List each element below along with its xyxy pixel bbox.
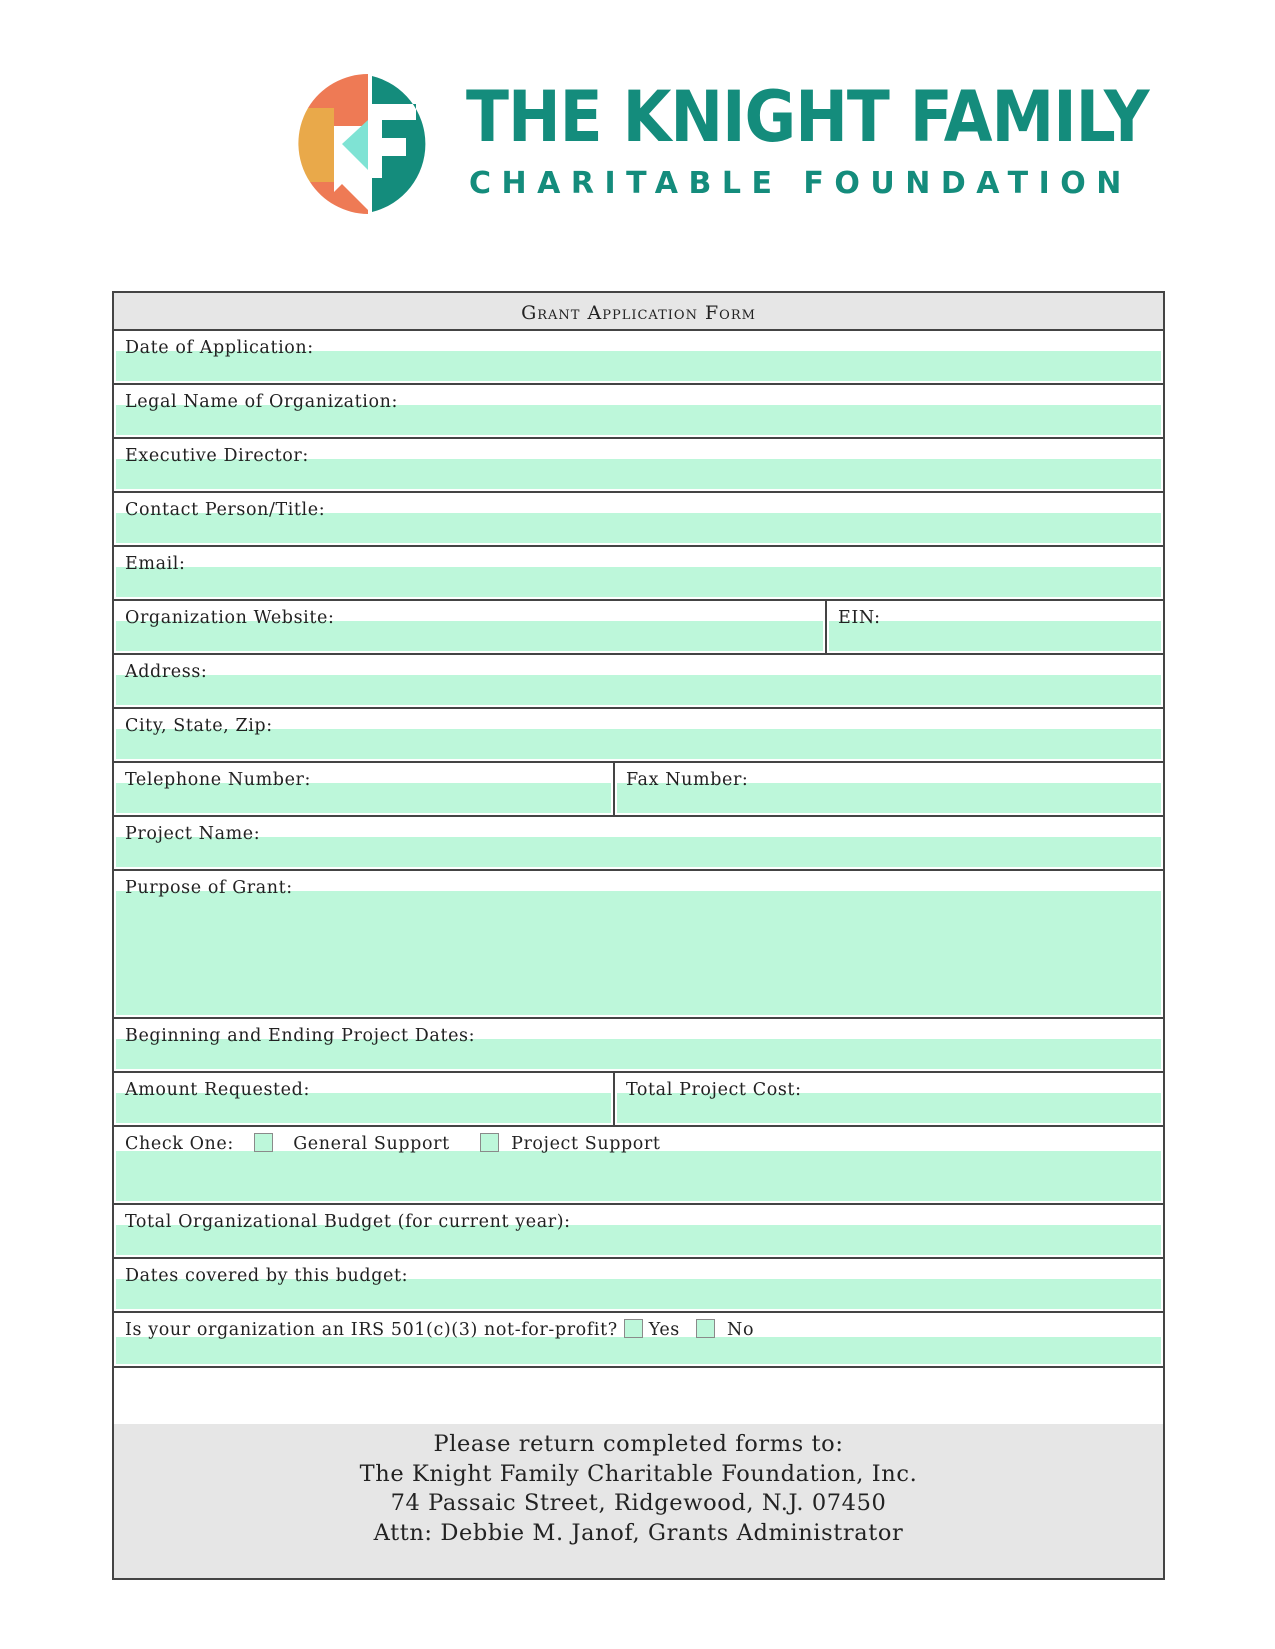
budget-dates-label: Dates covered by this budget: xyxy=(125,1266,409,1286)
fax-label: Fax Number: xyxy=(626,770,749,790)
general-support-label: General Support xyxy=(293,1134,450,1154)
check-one-group xyxy=(125,1133,661,1155)
project-support-checkbox[interactable] xyxy=(480,1133,499,1152)
check-one-label: Check One: xyxy=(125,1134,234,1154)
row-purpose xyxy=(114,871,1163,1019)
irs-status-group xyxy=(125,1319,754,1341)
irs-status-field[interactable] xyxy=(116,1337,1161,1364)
no-checkbox[interactable] xyxy=(696,1319,715,1338)
row-executive-director xyxy=(114,439,1163,493)
city-state-zip-label: City, State, Zip: xyxy=(125,716,273,736)
row-project-name xyxy=(114,817,1163,871)
date-of-application-label: Date of Application: xyxy=(125,338,314,358)
fax-cell xyxy=(613,763,1163,815)
email-field[interactable] xyxy=(116,567,1161,597)
return-address: 74 Passaic Street, Ridgewood, N.J. 07450 xyxy=(390,1490,887,1516)
yes-checkbox[interactable] xyxy=(624,1319,643,1338)
row-check-one xyxy=(114,1127,1163,1205)
brand-subtitle: CHARITABLE FOUNDATION xyxy=(469,166,1132,201)
row-address xyxy=(114,655,1163,709)
telephone-cell xyxy=(114,763,613,815)
kf-logo-icon xyxy=(298,74,438,214)
foundation-logo xyxy=(298,74,1149,214)
row-date-of-application xyxy=(114,331,1163,385)
row-contact-person xyxy=(114,493,1163,547)
irs-question-label: Is your organization an IRS 501(c)(3) not-for-profit? xyxy=(125,1320,618,1340)
total-project-cost-label: Total Project Cost: xyxy=(626,1080,802,1100)
no-label: No xyxy=(727,1320,755,1340)
project-dates-label: Beginning and Ending Project Dates: xyxy=(125,1026,476,1046)
return-organization: The Knight Family Charitable Foundation, Inc. xyxy=(359,1460,918,1487)
amount-requested-cell xyxy=(114,1073,613,1125)
general-support-checkbox[interactable] xyxy=(254,1133,273,1152)
address-label: Address: xyxy=(125,662,208,682)
form-title: Grant Application Form xyxy=(114,293,1163,331)
return-attention: Attn: Debbie M. Janof, Grants Administrator xyxy=(373,1519,904,1546)
website-label: Organization Website: xyxy=(125,608,335,628)
check-one-field[interactable] xyxy=(116,1151,1161,1201)
legal-name-label: Legal Name of Organization: xyxy=(125,392,399,412)
row-legal-name xyxy=(114,385,1163,439)
total-budget-label: Total Organizational Budget (for current year): xyxy=(125,1212,571,1232)
website-cell xyxy=(114,601,825,653)
purpose-label: Purpose of Grant: xyxy=(125,878,293,898)
address-field[interactable] xyxy=(116,675,1161,705)
row-website-ein xyxy=(114,601,1163,655)
row-city-state-zip xyxy=(114,709,1163,763)
brand-title: THE KNIGHT FAMILY xyxy=(466,76,1149,158)
row-total-budget xyxy=(114,1205,1163,1259)
project-name-field[interactable] xyxy=(116,837,1161,867)
row-email xyxy=(114,547,1163,601)
project-name-label: Project Name: xyxy=(125,824,261,844)
grant-application-form xyxy=(112,291,1165,1580)
executive-director-label: Executive Director: xyxy=(125,446,309,466)
yes-label: Yes xyxy=(648,1320,680,1340)
return-heading: Please return completed forms to: xyxy=(433,1431,844,1457)
purpose-field[interactable] xyxy=(116,891,1161,1015)
row-project-dates xyxy=(114,1019,1163,1073)
city-state-zip-field[interactable] xyxy=(116,729,1161,759)
email-label: Email: xyxy=(125,554,186,574)
row-irs-status xyxy=(114,1313,1163,1368)
row-amount-cost xyxy=(114,1073,1163,1127)
row-phone-fax xyxy=(114,763,1163,817)
row-budget-dates xyxy=(114,1259,1163,1313)
contact-person-label: Contact Person/Title: xyxy=(125,500,326,520)
ein-label: EIN: xyxy=(838,608,881,628)
telephone-label: Telephone Number: xyxy=(125,770,312,790)
project-support-label: Project Support xyxy=(511,1134,661,1154)
return-instructions xyxy=(114,1424,1163,1578)
amount-requested-label: Amount Requested: xyxy=(125,1080,310,1100)
ein-cell xyxy=(825,601,1163,653)
total-project-cost-cell xyxy=(613,1073,1163,1125)
